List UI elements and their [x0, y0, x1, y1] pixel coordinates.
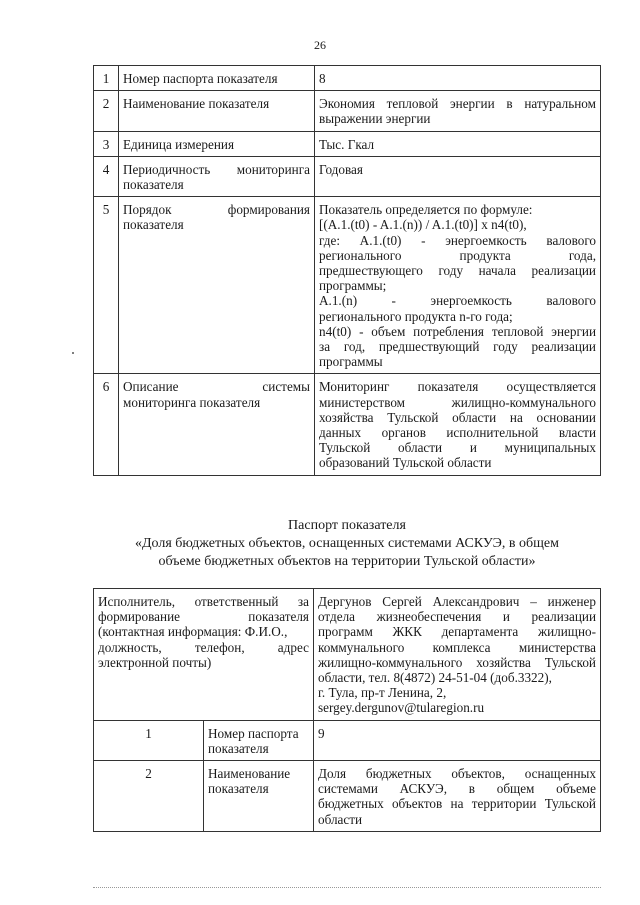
value-line: выражении энергии [319, 111, 431, 127]
value-line: жилищно-коммунального хозяйства Тульской [318, 654, 596, 670]
passport-title-line: объеме бюджетных объектов на территории Тульской области» [158, 554, 536, 569]
indicator-passport-table-9 [93, 588, 601, 832]
value-line: программы [319, 354, 383, 370]
value-line: министерством жилищно-коммунального [319, 394, 596, 410]
value-line: г. Тула, пр-т Ленина, 2, [318, 685, 447, 701]
executor-row [94, 589, 601, 721]
value-line: предшествующего году начала реализации [319, 263, 596, 279]
value-line: регионального продукта n-го года; [319, 308, 513, 324]
passport-title [93, 517, 601, 571]
value-line: коммунального комплекса министерства [318, 639, 596, 655]
table-row [94, 91, 601, 131]
row-number: 1 [94, 720, 204, 760]
table-row [94, 197, 601, 374]
value-line: 8 [319, 71, 326, 86]
value-line: хозяйства Тульской области на основании [319, 409, 596, 425]
bottom-divider [93, 887, 601, 888]
value-line: где: A.1.(t0) - энергоемкость валового [319, 232, 596, 248]
value-line: образований Тульской области [319, 455, 492, 471]
row-number: 4 [94, 156, 119, 196]
row-label: Номер паспорта показателя [119, 66, 315, 91]
row-label: Номер паспорта показателя [204, 720, 314, 760]
table-row [94, 156, 601, 196]
label-line: Периодичность мониторинга [123, 161, 310, 177]
row-number: 1 [94, 66, 119, 91]
value-line: n4(t0) - объем потребления тепловой энергии [319, 323, 596, 339]
value-line: Тульской области и муниципальных [319, 440, 596, 456]
value-line: Тыс. Гкал [319, 136, 375, 152]
value-line: отдела жизнеобеспечения и реализации [318, 609, 596, 625]
label-line: мониторинга показателя [123, 394, 261, 410]
table-row [94, 374, 601, 475]
row-label: Наименование показателя [204, 761, 314, 832]
row-number: 6 [94, 374, 119, 475]
email-line: sergey.dergunov@tularegion.ru [318, 700, 485, 716]
row-number: 3 [94, 131, 119, 156]
value-line: программы; [319, 278, 387, 294]
label-line: показателя [123, 217, 184, 233]
label-line: (контактная информация: Ф.И.О., [98, 624, 288, 640]
row-value [315, 131, 601, 156]
executor-label [94, 589, 314, 721]
scan-speck [72, 352, 74, 354]
value-line: Доля бюджетных объектов, оснащенных [318, 766, 596, 782]
row-number: 2 [94, 761, 204, 832]
table-row [94, 720, 601, 760]
row-value [314, 720, 601, 760]
value-line: данных органов исполнительной власти [319, 425, 596, 441]
row-value [315, 91, 601, 131]
row-value [315, 197, 601, 374]
label-line: Описание системы [123, 379, 310, 395]
row-number: 5 [94, 197, 119, 374]
value-line: Мониторинг показателя осуществляется [319, 379, 596, 395]
value-line: программ ЖКК департамента жилищно- [318, 624, 596, 640]
row-label [119, 374, 315, 475]
row-label [119, 197, 315, 374]
label-line: Порядок формирования [123, 202, 310, 218]
row-label [119, 156, 315, 196]
value-line: [(A.1.(t0) - A.1.(n)) / A.1.(t0)] x n4(t0), [319, 217, 527, 233]
label-line: Исполнитель, ответственный за [98, 594, 309, 609]
value-line: области, тел. 8(4872) 24-51-04 (доб.3322), [318, 670, 552, 686]
label-line: электронной почты) [98, 654, 212, 670]
value-line: Годовая [319, 161, 363, 177]
executor-contact [314, 589, 601, 721]
table-row [94, 761, 601, 832]
value-line: регионального продукта года, [319, 247, 596, 263]
page-number: 26 [314, 38, 326, 52]
passport-title-line: Паспорт показателя [288, 518, 406, 533]
label-line: формирование показателя [98, 609, 309, 625]
value-line: A.1.(n) - энергоемкость валового [319, 293, 596, 309]
value-line: бюджетных объектов на территории Тульской [318, 796, 596, 812]
value-line: Экономия тепловой энергии в натуральном [319, 96, 596, 112]
row-number: 2 [94, 91, 119, 131]
value-line: системами АСКУЭ, в общем объеме [318, 781, 596, 797]
row-value [315, 156, 601, 196]
row-value [315, 66, 601, 91]
table-row [94, 66, 601, 91]
label-line: должность, телефон, адрес [98, 639, 309, 655]
row-label: Единица измерения [119, 131, 315, 156]
table-row [94, 131, 601, 156]
value-line: за год, предшествующий году реализации [319, 339, 596, 355]
value-line: Дергунов Сергей Александрович – инженер [318, 594, 596, 609]
label-line: показателя [123, 177, 184, 193]
passport-title-line: «Доля бюджетных объектов, оснащенных системами АСКУЭ, в общем [135, 536, 559, 551]
value-line: области [318, 811, 363, 827]
value-line: 9 [318, 725, 325, 741]
row-value [314, 761, 601, 832]
value-line: Показатель определяется по формуле: [319, 202, 533, 218]
row-value [315, 374, 601, 475]
row-label: Наименование показателя [119, 91, 315, 131]
indicator-passport-table-8 [93, 65, 601, 476]
